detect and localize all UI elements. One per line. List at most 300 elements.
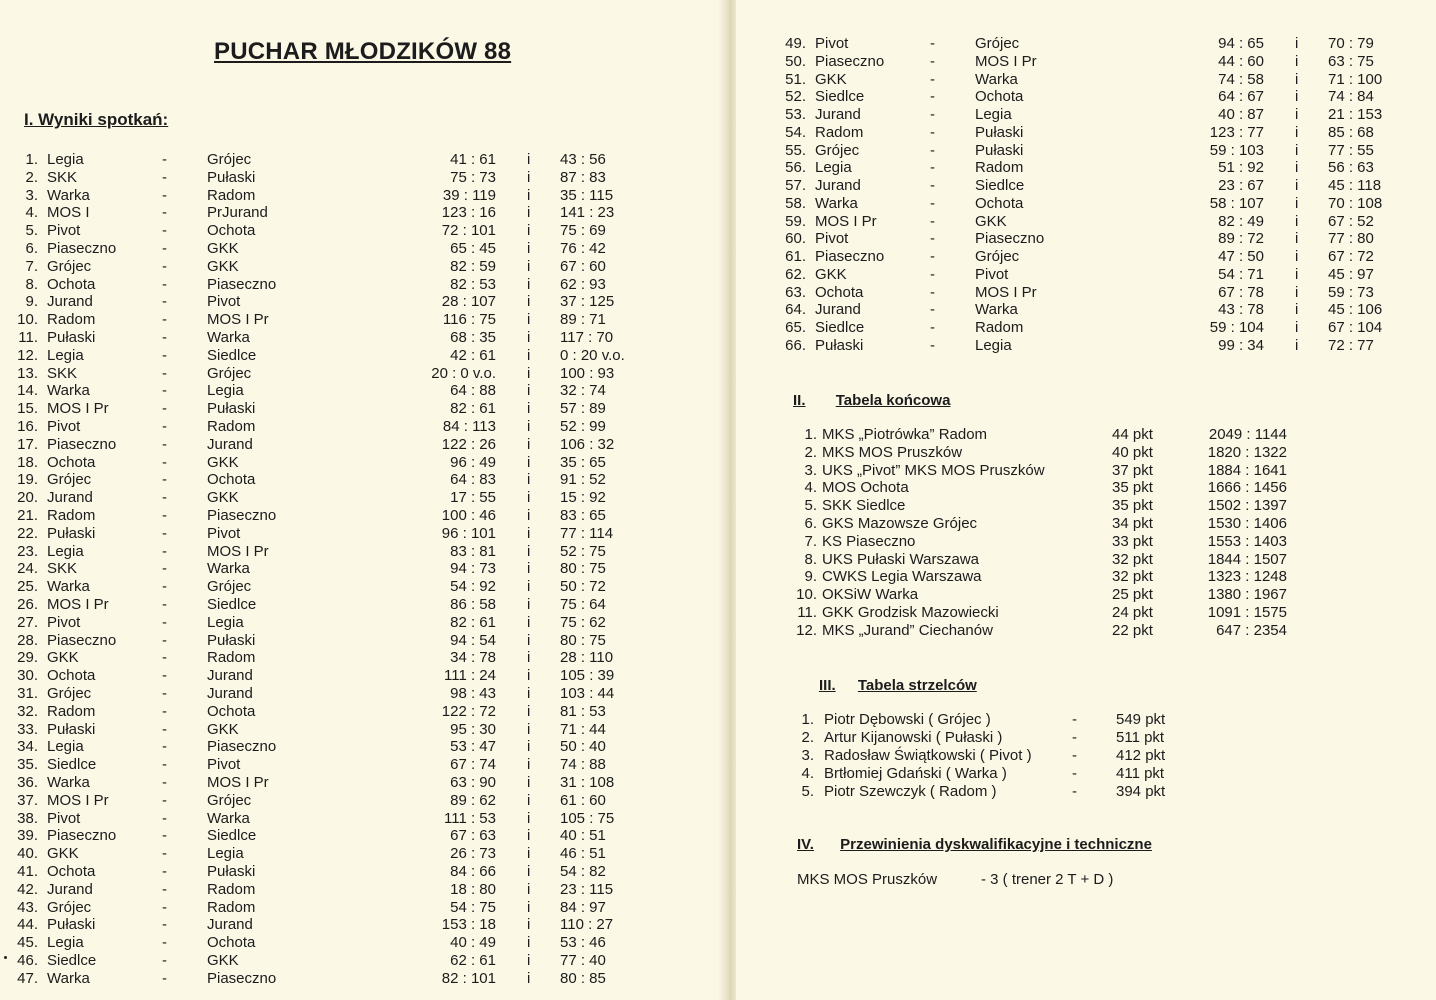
score-separator: i bbox=[527, 471, 531, 489]
match-dash: - bbox=[930, 194, 935, 212]
home-team: MOS I Pr bbox=[47, 596, 109, 613]
score-second-leg: 62 : 93 bbox=[560, 275, 606, 293]
score-second-leg: 56 : 63 bbox=[1328, 159, 1374, 177]
match-dash: - bbox=[162, 257, 167, 275]
standings-basket-ratio: 1530 : 1406 bbox=[1207, 515, 1287, 532]
score-separator: i bbox=[527, 151, 531, 168]
away-team: Pivot bbox=[207, 524, 241, 542]
score-second-leg: 77 : 40 bbox=[560, 952, 606, 969]
away-team: Warka bbox=[207, 809, 250, 827]
match-number: 1. bbox=[25, 151, 38, 168]
away-team: GKK bbox=[207, 952, 239, 969]
match-dash: - bbox=[162, 631, 167, 649]
score-separator: i bbox=[1295, 265, 1299, 283]
away-team: Grójec bbox=[207, 578, 252, 596]
match-number: 11. bbox=[18, 329, 38, 346]
match-dash: - bbox=[162, 969, 167, 987]
score-first-leg: 98 : 43 bbox=[450, 685, 496, 702]
match-number: 16. bbox=[17, 418, 38, 435]
away-team: Siedlce bbox=[975, 177, 1025, 194]
score-first-leg: 84 : 66 bbox=[450, 863, 496, 880]
score-second-leg: 75 : 69 bbox=[560, 222, 606, 240]
away-team: Pivot bbox=[975, 265, 1009, 283]
score-separator: i bbox=[1295, 141, 1299, 159]
match-dash: - bbox=[162, 489, 167, 507]
score-second-leg: 67 : 72 bbox=[1328, 248, 1374, 265]
score-second-leg: 53 : 46 bbox=[560, 934, 606, 952]
score-separator: i bbox=[527, 275, 531, 293]
match-number: 28. bbox=[17, 631, 38, 649]
away-team: MOS I Pr bbox=[975, 52, 1037, 70]
scorer-position: 3. bbox=[801, 747, 814, 764]
match-dash: - bbox=[930, 230, 935, 248]
standings-team: KS Piaseczno bbox=[822, 532, 916, 550]
score-second-leg: 141 : 23 bbox=[560, 204, 615, 222]
away-team: Warka bbox=[207, 560, 250, 578]
score-separator: i bbox=[527, 507, 531, 524]
score-second-leg: 45 : 118 bbox=[1328, 177, 1382, 194]
away-team: Ochota bbox=[207, 222, 256, 240]
away-team: Jurand bbox=[207, 685, 253, 702]
away-team: Jurand bbox=[207, 667, 253, 685]
home-team: MOS I bbox=[47, 204, 90, 222]
away-team: Radom bbox=[207, 880, 256, 898]
standings-position: 8. bbox=[804, 550, 817, 568]
match-dash: - bbox=[930, 212, 935, 230]
score-first-leg: 26 : 73 bbox=[450, 845, 496, 863]
match-number: 60. bbox=[785, 230, 806, 248]
match-number: 32. bbox=[17, 702, 38, 720]
match-number: 29. bbox=[17, 649, 38, 667]
score-second-leg: 45 : 106 bbox=[1328, 301, 1383, 319]
standings-team: CWKS Legia Warszawa bbox=[822, 568, 982, 586]
away-team: Pivot bbox=[207, 293, 241, 311]
home-team: Warka bbox=[47, 969, 90, 987]
score-second-leg: 21 : 153 bbox=[1328, 106, 1383, 123]
home-team: Ochota bbox=[815, 283, 864, 301]
score-second-leg: 61 : 60 bbox=[560, 791, 606, 809]
penalties-title: Przewinienia dyskwalifikacyjne i techniczne bbox=[840, 836, 1152, 853]
score-second-leg: 45 : 97 bbox=[1328, 265, 1374, 283]
home-team: Jurand bbox=[47, 293, 93, 311]
match-dash: - bbox=[162, 151, 167, 168]
match-number: 50. bbox=[785, 52, 806, 70]
score-second-leg: 110 : 27 bbox=[560, 916, 614, 934]
match-number: 57. bbox=[785, 177, 806, 194]
scorer-points: 511 pkt bbox=[1116, 729, 1165, 746]
score-first-leg: 111 : 53 bbox=[444, 809, 496, 827]
score-separator: i bbox=[1295, 52, 1299, 70]
away-team: Radom bbox=[207, 898, 256, 916]
score-second-leg: 67 : 52 bbox=[1328, 212, 1374, 230]
home-team: Pivot bbox=[47, 613, 81, 631]
home-team: Warka bbox=[47, 774, 90, 791]
score-first-leg: 34 : 78 bbox=[450, 649, 496, 667]
standings-points: 34 pkt bbox=[1112, 515, 1153, 532]
score-separator: i bbox=[1295, 35, 1299, 52]
match-dash: - bbox=[162, 578, 167, 596]
score-second-leg: 40 : 51 bbox=[560, 827, 606, 845]
home-team: Warka bbox=[47, 186, 90, 204]
match-dash: - bbox=[162, 400, 167, 418]
match-dash: - bbox=[162, 168, 167, 186]
score-second-leg: 80 : 75 bbox=[560, 631, 606, 649]
home-team: Warka bbox=[47, 382, 90, 400]
score-separator: i bbox=[527, 631, 531, 649]
match-dash: - bbox=[930, 70, 935, 88]
home-team: Pivot bbox=[47, 809, 81, 827]
match-dash: - bbox=[162, 435, 167, 453]
score-second-leg: 117 : 70 bbox=[560, 329, 614, 346]
away-team: Jurand bbox=[207, 435, 253, 453]
score-first-leg: 59 : 104 bbox=[1209, 319, 1264, 336]
away-team: Ochota bbox=[207, 702, 256, 720]
score-first-leg: 111 : 24 bbox=[444, 667, 496, 685]
home-team: Legia bbox=[815, 159, 852, 177]
away-team: GKK bbox=[207, 489, 239, 507]
score-separator: i bbox=[527, 240, 531, 257]
home-team: Siedlce bbox=[815, 319, 865, 336]
scorer-name: Radosław Świątkowski ( Pivot ) bbox=[824, 747, 1032, 764]
score-first-leg: 116 : 75 bbox=[442, 311, 496, 329]
score-second-leg: 70 : 79 bbox=[1328, 35, 1374, 52]
score-first-leg: 51 : 92 bbox=[1218, 159, 1264, 177]
home-team: Grójec bbox=[47, 471, 92, 489]
standings-points: 40 pkt bbox=[1112, 443, 1153, 461]
score-first-leg: 86 : 58 bbox=[450, 596, 496, 613]
away-team: Radom bbox=[207, 186, 256, 204]
home-team: Radom bbox=[47, 702, 96, 720]
home-team: GKK bbox=[815, 70, 847, 88]
match-number: 6. bbox=[25, 240, 38, 257]
score-second-leg: 80 : 75 bbox=[560, 560, 606, 578]
match-number: 4. bbox=[25, 204, 38, 222]
home-team: Siedlce bbox=[47, 756, 97, 774]
score-second-leg: 35 : 115 bbox=[560, 186, 614, 204]
score-second-leg: 57 : 89 bbox=[560, 400, 606, 418]
standings-team: OKSiW Warka bbox=[822, 586, 919, 604]
away-team: MOS I Pr bbox=[207, 542, 269, 560]
score-separator: i bbox=[527, 596, 531, 613]
score-separator: i bbox=[1295, 230, 1299, 248]
match-number: 61. bbox=[785, 248, 806, 265]
scorers-table-title: Tabela strzelców bbox=[857, 677, 977, 694]
home-team: Jurand bbox=[47, 489, 93, 507]
score-first-leg: 123 : 16 bbox=[441, 204, 496, 222]
match-number: 12. bbox=[17, 346, 38, 364]
penalties-roman: IV. bbox=[797, 836, 814, 853]
match-dash: - bbox=[162, 649, 167, 667]
match-number: 5. bbox=[25, 222, 38, 240]
score-second-leg: 67 : 104 bbox=[1328, 319, 1383, 336]
standings-basket-ratio: 647 : 2354 bbox=[1216, 621, 1287, 639]
score-separator: i bbox=[527, 685, 531, 702]
score-separator: i bbox=[527, 435, 531, 453]
score-first-leg: 89 : 72 bbox=[1218, 230, 1264, 248]
scorer-dash: - bbox=[1072, 747, 1077, 764]
match-number: 31. bbox=[17, 685, 38, 702]
score-second-leg: 63 : 75 bbox=[1328, 52, 1374, 70]
away-team: Warka bbox=[207, 329, 250, 346]
match-dash: - bbox=[162, 845, 167, 863]
home-team: SKK bbox=[47, 364, 78, 382]
score-second-leg: 59 : 73 bbox=[1328, 283, 1374, 301]
scorer-dash: - bbox=[1072, 783, 1077, 800]
standings-team: MKS MOS Pruszków bbox=[822, 443, 963, 461]
score-first-leg: 23 : 67 bbox=[1218, 177, 1264, 194]
away-team: GKK bbox=[207, 720, 239, 738]
score-first-leg: 84 : 113 bbox=[442, 418, 496, 435]
away-team: Radom bbox=[207, 649, 256, 667]
match-dash: - bbox=[162, 702, 167, 720]
standings-basket-ratio: 1380 : 1967 bbox=[1207, 586, 1287, 604]
match-dash: - bbox=[930, 283, 935, 301]
match-number: 47. bbox=[17, 969, 38, 987]
score-second-leg: 81 : 53 bbox=[560, 702, 606, 720]
match-number: 39. bbox=[17, 827, 38, 845]
match-dash: - bbox=[162, 720, 167, 738]
score-second-leg: 50 : 72 bbox=[560, 578, 606, 596]
score-first-leg: 54 : 75 bbox=[450, 898, 496, 916]
score-separator: i bbox=[527, 222, 531, 240]
away-team: GKK bbox=[207, 257, 239, 275]
standings-basket-ratio: 1091 : 1575 bbox=[1207, 604, 1287, 621]
match-number: 3. bbox=[25, 186, 38, 204]
match-number: 58. bbox=[785, 194, 806, 212]
home-team: Grójec bbox=[47, 898, 92, 916]
away-team: Legia bbox=[975, 336, 1012, 354]
standings-team: SKK Siedlce bbox=[822, 497, 906, 515]
match-dash: - bbox=[162, 382, 167, 400]
score-second-leg: 0 : 20 v.o. bbox=[560, 346, 625, 364]
score-first-leg: 82 : 61 bbox=[450, 400, 496, 418]
away-team: Legia bbox=[207, 845, 244, 863]
standings-position: 3. bbox=[804, 461, 817, 479]
away-team: Warka bbox=[975, 70, 1018, 88]
match-number: 54. bbox=[785, 123, 806, 141]
home-team: Piaseczno bbox=[47, 631, 117, 649]
scorer-points: 549 pkt bbox=[1116, 711, 1166, 728]
standings-basket-ratio: 1844 : 1507 bbox=[1207, 550, 1287, 568]
match-number: 25. bbox=[17, 578, 38, 596]
score-separator: i bbox=[1295, 123, 1299, 141]
away-team: MOS I Pr bbox=[207, 774, 269, 791]
score-first-leg: 54 : 71 bbox=[1218, 265, 1264, 283]
match-dash: - bbox=[930, 106, 935, 123]
away-team: Legia bbox=[207, 613, 244, 631]
match-dash: - bbox=[162, 453, 167, 471]
score-separator: i bbox=[527, 560, 531, 578]
match-number: 10. bbox=[17, 311, 38, 329]
match-number: 49. bbox=[785, 35, 806, 52]
away-team: Siedlce bbox=[207, 346, 257, 364]
score-separator: i bbox=[527, 542, 531, 560]
match-number: 51. bbox=[785, 70, 806, 88]
match-dash: - bbox=[930, 123, 935, 141]
match-dash: - bbox=[162, 329, 167, 346]
score-second-leg: 15 : 92 bbox=[560, 489, 606, 507]
score-separator: i bbox=[527, 524, 531, 542]
match-dash: - bbox=[930, 336, 935, 354]
match-number: 36. bbox=[17, 774, 38, 791]
home-team: GKK bbox=[47, 845, 79, 863]
home-team: Legia bbox=[47, 934, 84, 952]
match-dash: - bbox=[162, 471, 167, 489]
score-separator: i bbox=[1295, 319, 1299, 336]
match-number: 53. bbox=[785, 106, 806, 123]
home-team: MOS I Pr bbox=[815, 212, 877, 230]
score-separator: i bbox=[527, 756, 531, 774]
home-team: Piaseczno bbox=[815, 52, 885, 70]
standings-points: 22 pkt bbox=[1112, 621, 1153, 639]
standings-position: 6. bbox=[804, 515, 817, 532]
match-number: 19. bbox=[17, 471, 38, 489]
score-first-leg: 44 : 60 bbox=[1218, 52, 1264, 70]
page-title: PUCHAR MŁODZIKÓW 88 bbox=[214, 38, 512, 65]
match-dash: - bbox=[162, 791, 167, 809]
away-team: Pułaski bbox=[207, 168, 256, 186]
score-first-leg: 18 : 80 bbox=[450, 880, 496, 898]
final-table-roman: II. bbox=[793, 392, 806, 409]
score-first-leg: 64 : 88 bbox=[450, 382, 496, 400]
scorer-name: Piotr Dębowski ( Grójec ) bbox=[824, 711, 991, 728]
match-number: 8. bbox=[25, 275, 38, 293]
home-team: Radom bbox=[47, 311, 96, 329]
away-team: Pułaski bbox=[207, 863, 256, 880]
score-first-leg: 89 : 62 bbox=[450, 791, 496, 809]
score-first-leg: 72 : 101 bbox=[441, 222, 496, 240]
score-second-leg: 106 : 32 bbox=[560, 435, 615, 453]
score-first-leg: 153 : 18 bbox=[441, 916, 496, 934]
score-second-leg: 77 : 80 bbox=[1328, 230, 1374, 248]
away-team: Grójec bbox=[207, 151, 252, 168]
away-team: PrJurand bbox=[207, 204, 268, 222]
match-dash: - bbox=[162, 204, 167, 222]
score-separator: i bbox=[527, 809, 531, 827]
score-separator: i bbox=[527, 934, 531, 952]
match-number: 62. bbox=[785, 265, 806, 283]
score-second-leg: 46 : 51 bbox=[560, 845, 606, 863]
score-first-leg: 99 : 34 bbox=[1218, 336, 1264, 354]
match-number: 52. bbox=[785, 88, 806, 106]
standings-points: 33 pkt bbox=[1112, 532, 1153, 550]
home-team: Radom bbox=[47, 507, 96, 524]
score-second-leg: 77 : 114 bbox=[560, 524, 614, 542]
score-separator: i bbox=[527, 613, 531, 631]
score-first-leg: 82 : 49 bbox=[1218, 212, 1264, 230]
score-second-leg: 105 : 75 bbox=[560, 809, 615, 827]
home-team: Pivot bbox=[815, 230, 849, 248]
match-number: 2. bbox=[25, 168, 38, 186]
score-separator: i bbox=[1295, 212, 1299, 230]
away-team: Legia bbox=[207, 382, 244, 400]
standings-basket-ratio: 1884 : 1641 bbox=[1207, 461, 1287, 479]
away-team: Grójec bbox=[207, 364, 252, 382]
score-separator: i bbox=[527, 453, 531, 471]
score-separator: i bbox=[527, 204, 531, 222]
standings-position: 7. bbox=[804, 532, 817, 550]
score-second-leg: 103 : 44 bbox=[560, 685, 615, 702]
match-number: 65. bbox=[785, 319, 806, 336]
score-separator: i bbox=[527, 916, 531, 934]
penalty-detail: - 3 ( trener 2 T + D ) bbox=[981, 871, 1114, 888]
score-first-leg: 64 : 83 bbox=[450, 471, 496, 489]
away-team: Grójec bbox=[207, 791, 252, 809]
away-team: Siedlce bbox=[207, 596, 257, 613]
home-team: SKK bbox=[47, 168, 78, 186]
scorer-name: Artur Kijanowski ( Pułaski ) bbox=[824, 729, 1003, 746]
score-first-leg: 94 : 73 bbox=[450, 560, 496, 578]
scorer-dash: - bbox=[1072, 765, 1077, 782]
match-dash: - bbox=[930, 265, 935, 283]
away-team: Radom bbox=[975, 319, 1024, 336]
standings-points: 25 pkt bbox=[1112, 586, 1153, 604]
score-second-leg: 70 : 108 bbox=[1328, 194, 1383, 212]
score-second-leg: 83 : 65 bbox=[560, 507, 606, 524]
scorer-points: 394 pkt bbox=[1116, 783, 1166, 800]
match-number: 24. bbox=[17, 560, 38, 578]
match-number: 7. bbox=[25, 257, 38, 275]
match-dash: - bbox=[162, 756, 167, 774]
score-separator: i bbox=[527, 257, 531, 275]
standings-position: 5. bbox=[804, 497, 817, 515]
match-dash: - bbox=[930, 35, 935, 52]
score-second-leg: 100 : 93 bbox=[560, 364, 615, 382]
score-first-leg: 63 : 90 bbox=[450, 774, 496, 791]
score-first-leg: 67 : 74 bbox=[450, 756, 496, 774]
score-separator: i bbox=[527, 311, 531, 329]
score-second-leg: 91 : 52 bbox=[560, 471, 606, 489]
standings-team: UKS „Pivot” MKS MOS Pruszków bbox=[822, 461, 1045, 479]
home-team: Legia bbox=[47, 738, 84, 756]
match-dash: - bbox=[162, 667, 167, 685]
match-dash: - bbox=[162, 560, 167, 578]
score-first-leg: 28 : 107 bbox=[441, 293, 496, 311]
score-second-leg: 76 : 42 bbox=[560, 240, 606, 257]
away-team: Jurand bbox=[207, 916, 253, 934]
match-dash: - bbox=[162, 880, 167, 898]
away-team: Ochota bbox=[975, 88, 1024, 106]
away-team: Radom bbox=[975, 159, 1024, 177]
match-dash: - bbox=[162, 738, 167, 756]
match-dash: - bbox=[162, 863, 167, 880]
score-first-leg: 94 : 65 bbox=[1218, 35, 1264, 52]
away-team: Grójec bbox=[975, 248, 1020, 265]
score-second-leg: 52 : 75 bbox=[560, 542, 606, 560]
standings-basket-ratio: 1502 : 1397 bbox=[1207, 497, 1287, 515]
home-team: Jurand bbox=[815, 106, 861, 123]
match-number: 56. bbox=[785, 159, 806, 177]
away-team: Piaseczno bbox=[207, 507, 277, 524]
score-second-leg: 28 : 110 bbox=[560, 649, 614, 667]
home-team: Piaseczno bbox=[47, 827, 117, 845]
match-dash: - bbox=[930, 248, 935, 265]
match-number: 64. bbox=[785, 301, 806, 319]
score-first-leg: 43 : 78 bbox=[1218, 301, 1264, 319]
home-team: Legia bbox=[47, 151, 84, 168]
score-first-leg: 40 : 49 bbox=[450, 934, 496, 952]
score-first-leg: 68 : 35 bbox=[450, 329, 496, 346]
score-second-leg: 67 : 60 bbox=[560, 257, 606, 275]
away-team: Piaseczno bbox=[207, 275, 277, 293]
match-number: 35. bbox=[17, 756, 38, 774]
match-number: 27. bbox=[17, 613, 38, 631]
match-number: 44. bbox=[17, 916, 38, 934]
standings-points: 32 pkt bbox=[1112, 550, 1153, 568]
away-team: MOS I Pr bbox=[975, 283, 1037, 301]
scorer-dash: - bbox=[1072, 711, 1077, 728]
standings-position: 9. bbox=[804, 568, 817, 586]
